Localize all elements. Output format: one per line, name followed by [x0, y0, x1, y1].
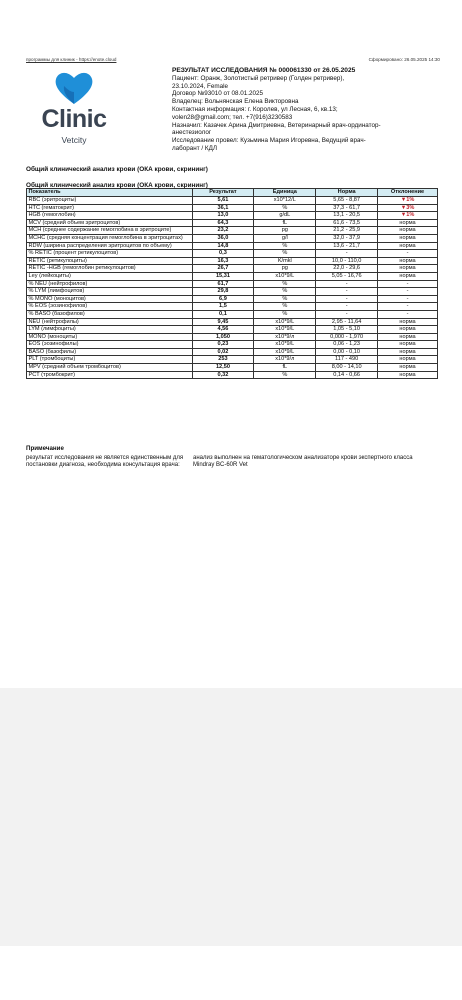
norm-cell: 61,6 - 73,5: [316, 219, 378, 227]
unit-cell: x10*9/L: [254, 272, 316, 280]
result-cell: 16,3: [192, 257, 254, 265]
parameter-cell: % NEU (нейтрофилов): [27, 280, 193, 288]
result-cell: 12,50: [192, 364, 254, 372]
parameter-cell: % MONO (моноцитов): [27, 295, 193, 303]
norm-cell: -: [316, 303, 378, 311]
generated-timestamp: Сформировано: 26.05.2025 14:30: [368, 57, 440, 62]
result-cell: 4,56: [192, 326, 254, 334]
parameter-cell: RETIC (ретикулоциты): [27, 257, 193, 265]
info-line: Договор №93010 от 08.01.2025: [172, 90, 264, 98]
result-cell: 64,3: [192, 219, 254, 227]
result-cell: 14,8: [192, 242, 254, 250]
info-line: лаборант / КДЛ: [172, 144, 217, 152]
note-heading: Примечание: [26, 445, 64, 452]
info-line: volen28@gmail.com; тел. +7(916)3230583: [172, 113, 293, 121]
unit-cell: %: [254, 288, 316, 296]
table-body: [27, 197, 438, 379]
document-topline: [26, 57, 440, 65]
norm-cell: -: [316, 250, 378, 258]
norm-cell: -: [316, 280, 378, 288]
deviation-cell: норма: [378, 272, 438, 280]
table-row: [27, 356, 438, 364]
unit-cell: %: [254, 242, 316, 250]
info-line: Контактная информация: г. Королев, ул Лесная, 6, кв.13;: [172, 105, 338, 113]
unit-cell: x10*9/L: [254, 318, 316, 326]
unit-cell: %: [254, 295, 316, 303]
parameter-cell: Ley (лейкоциты): [27, 272, 193, 280]
unit-cell: %: [254, 303, 316, 311]
parameter-cell: BASO (базофилы): [27, 348, 193, 356]
result-cell: 29,8: [192, 288, 254, 296]
deviation-cell: норма: [378, 364, 438, 372]
result-cell: 26,7: [192, 265, 254, 273]
norm-cell: 0,00 - 0,10: [316, 348, 378, 356]
norm-cell: 22,0 - 29,6: [316, 265, 378, 273]
norm-cell: 32,0 - 37,9: [316, 234, 378, 242]
info-line: 23.10.2024, Female: [172, 82, 229, 90]
parameter-cell: RETIC -HGB (гемоглобин ретикулоцитов): [27, 265, 193, 273]
norm-cell: 2,95 - 11,64: [316, 318, 378, 326]
result-cell: 9,45: [192, 318, 254, 326]
result-cell: 36,1: [192, 204, 254, 212]
column-header: Отклонение: [378, 189, 438, 197]
info-line: Владелец: Вольнянская Елена Викторовна: [172, 98, 299, 106]
parameter-cell: % RETIC (процент ретикулоцитов): [27, 250, 193, 258]
table-row: [27, 280, 438, 288]
table-row: [27, 348, 438, 356]
table-row: [27, 310, 438, 318]
table-row: [27, 234, 438, 242]
clinic-logo: [34, 70, 114, 152]
result-cell: 6,9: [192, 295, 254, 303]
unit-cell: %: [254, 250, 316, 258]
info-line: Исследование провел: Кузьмина Мария Игоревна, Ведущий врач-: [172, 137, 366, 145]
column-header: Показатель: [27, 189, 193, 197]
deviation-cell: -: [378, 250, 438, 258]
table-row: [27, 288, 438, 296]
parameter-cell: MCH (среднее содержание гемоглобина в эритроците): [27, 227, 193, 235]
result-cell: 253: [192, 356, 254, 364]
deviation-cell: норма: [378, 341, 438, 349]
table-row: [27, 318, 438, 326]
unit-cell: K/mkl: [254, 257, 316, 265]
norm-cell: 21,2 - 25,9: [316, 227, 378, 235]
column-header: Норма: [316, 189, 378, 197]
table-row: [27, 326, 438, 334]
table-row: [27, 212, 438, 220]
deviation-cell: норма: [378, 318, 438, 326]
unit-cell: %: [254, 310, 316, 318]
results-table: [26, 188, 438, 379]
deviation-cell: -: [378, 288, 438, 296]
table-row: [27, 204, 438, 212]
table-header-row: [27, 189, 438, 197]
deviation-cell: норма: [378, 371, 438, 379]
result-cell: 36,0: [192, 234, 254, 242]
table-row: [27, 364, 438, 372]
enote-link[interactable]: программы для клиник - https://enote.cloud: [26, 57, 117, 62]
parameter-cell: NEU (нейтрофилы): [27, 318, 193, 326]
norm-cell: 8,00 - 14,10: [316, 364, 378, 372]
parameter-cell: PCT (тромбокрит): [27, 371, 193, 379]
norm-cell: -: [316, 295, 378, 303]
parameter-cell: PLT (тромбоциты): [27, 356, 193, 364]
deviation-cell: норма: [378, 326, 438, 334]
section-title: Общий клинический анализ крови (ОКА крови, скрининг): [26, 166, 208, 173]
unit-cell: g/l: [254, 234, 316, 242]
parameter-cell: EOS (эозинофилы): [27, 341, 193, 349]
info-line: Пациент: Оранж, Золотистый ретривер (Голден ретривер),: [172, 74, 345, 82]
table-title: Общий клинический анализ крови (ОКА крови, скрининг): [26, 182, 208, 189]
parameter-cell: HTC (гематокрит): [27, 204, 193, 212]
norm-cell: 10,0 - 110,0: [316, 257, 378, 265]
norm-cell: 5,65 - 8,87: [316, 197, 378, 205]
unit-cell: x10*9/L: [254, 326, 316, 334]
patient-info-block: [172, 67, 444, 153]
unit-cell: pg: [254, 265, 316, 273]
deviation-cell: ▼1%: [378, 197, 438, 205]
logo-subtitle: Vetcity: [61, 135, 87, 145]
deviation-cell: норма: [378, 265, 438, 273]
deviation-cell: -: [378, 303, 438, 311]
unit-cell: fL: [254, 364, 316, 372]
norm-cell: -: [316, 288, 378, 296]
table-row: [27, 295, 438, 303]
unit-cell: x10*9/л: [254, 333, 316, 341]
norm-cell: 0,14 - 0,66: [316, 371, 378, 379]
norm-cell: 0,000 - 1,970: [316, 333, 378, 341]
parameter-cell: MPV (средний объем тромбоцитов): [27, 364, 193, 372]
norm-cell: 0,06 - 1,23: [316, 341, 378, 349]
table-row: [27, 333, 438, 341]
info-line: анестезиолог: [172, 129, 212, 137]
table-row: [27, 371, 438, 379]
table-row: [27, 257, 438, 265]
unit-cell: fL: [254, 219, 316, 227]
parameter-cell: RDW (ширина распределения эритроцитов по объему): [27, 242, 193, 250]
unit-cell: x10*9/л: [254, 356, 316, 364]
unit-cell: x10*9/L: [254, 341, 316, 349]
deviation-cell: норма: [378, 234, 438, 242]
result-cell: 15,31: [192, 272, 254, 280]
deviation-cell: -: [378, 280, 438, 288]
result-cell: 1,5: [192, 303, 254, 311]
deviation-cell: ▼1%: [378, 212, 438, 220]
deviation-cell: -: [378, 310, 438, 318]
unit-cell: x10*12/L: [254, 197, 316, 205]
parameter-cell: MONO (моноциты): [27, 333, 193, 341]
unit-cell: %: [254, 204, 316, 212]
result-title: РЕЗУЛЬТАТ ИССЛЕДОВАНИЯ № 000061330 от 26.05.2025: [172, 67, 356, 74]
note-left-text: результат исследования не является единственным для постановки диагноза, необходима консультация врача:: [26, 455, 184, 469]
norm-cell: 37,3 - 61,7: [316, 204, 378, 212]
parameter-cell: % EOS (эозинофилов): [27, 303, 193, 311]
logo-wordmark: Clinic: [41, 105, 107, 133]
unit-cell: pg: [254, 227, 316, 235]
deviation-cell: -: [378, 295, 438, 303]
deviation-cell: ▼3%: [378, 204, 438, 212]
unit-cell: g/dL: [254, 212, 316, 220]
unit-cell: x10*9/L: [254, 348, 316, 356]
result-cell: 1,050: [192, 333, 254, 341]
parameter-cell: MCV (средний объем эритроцитов): [27, 219, 193, 227]
deviation-cell: норма: [378, 242, 438, 250]
deviation-cell: норма: [378, 219, 438, 227]
norm-cell: -: [316, 310, 378, 318]
norm-cell: 1,05 - 5,10: [316, 326, 378, 334]
norm-cell: 117 - 490: [316, 356, 378, 364]
table-row: [27, 197, 438, 205]
table-row: [27, 219, 438, 227]
table-row: [27, 265, 438, 273]
unit-cell: %: [254, 280, 316, 288]
result-cell: 13,0: [192, 212, 254, 220]
column-header: Результат: [192, 189, 254, 197]
norm-cell: 5,05 - 16,76: [316, 272, 378, 280]
deviation-cell: норма: [378, 333, 438, 341]
result-cell: 23,2: [192, 227, 254, 235]
parameter-cell: MCHC (средняя концентрация гемоглобина в эритроцитах): [27, 234, 193, 242]
parameter-cell: % LYM (лимфоцитов): [27, 288, 193, 296]
viewer-footer-area: [0, 946, 462, 1000]
norm-cell: 13,1 - 20,5: [316, 212, 378, 220]
result-cell: 0,1: [192, 310, 254, 318]
result-cell: 0,32: [192, 371, 254, 379]
parameter-cell: % BASO (базофилов): [27, 310, 193, 318]
note-right-text: анализ выполнен на гематологическом анализаторе крови экспертного класса Mindray BC-60R Vet: [193, 455, 413, 469]
result-cell: 61,7: [192, 280, 254, 288]
result-cell: 0,02: [192, 348, 254, 356]
result-cell: 5,61: [192, 197, 254, 205]
table-row: [27, 272, 438, 280]
table-row: [27, 303, 438, 311]
result-cell: 0,3: [192, 250, 254, 258]
viewer-background: [0, 688, 462, 946]
deviation-cell: норма: [378, 227, 438, 235]
deviation-cell: норма: [378, 348, 438, 356]
parameter-cell: HGB (гемоглобин): [27, 212, 193, 220]
table-row: [27, 341, 438, 349]
parameter-cell: LYM (лимфоциты): [27, 326, 193, 334]
parameter-cell: RBC (эритроциты): [27, 197, 193, 205]
table-row: [27, 227, 438, 235]
norm-cell: 13,6 - 21,7: [316, 242, 378, 250]
table-row: [27, 250, 438, 258]
column-header: Единица: [254, 189, 316, 197]
heart-logo-icon: [54, 70, 94, 106]
unit-cell: %: [254, 371, 316, 379]
table-row: [27, 242, 438, 250]
deviation-cell: норма: [378, 356, 438, 364]
deviation-cell: норма: [378, 257, 438, 265]
result-cell: 0,23: [192, 341, 254, 349]
info-line: Назначил: Казачек Арина Дмитриевна, Ветеринарный врач-ординатор-: [172, 121, 381, 129]
